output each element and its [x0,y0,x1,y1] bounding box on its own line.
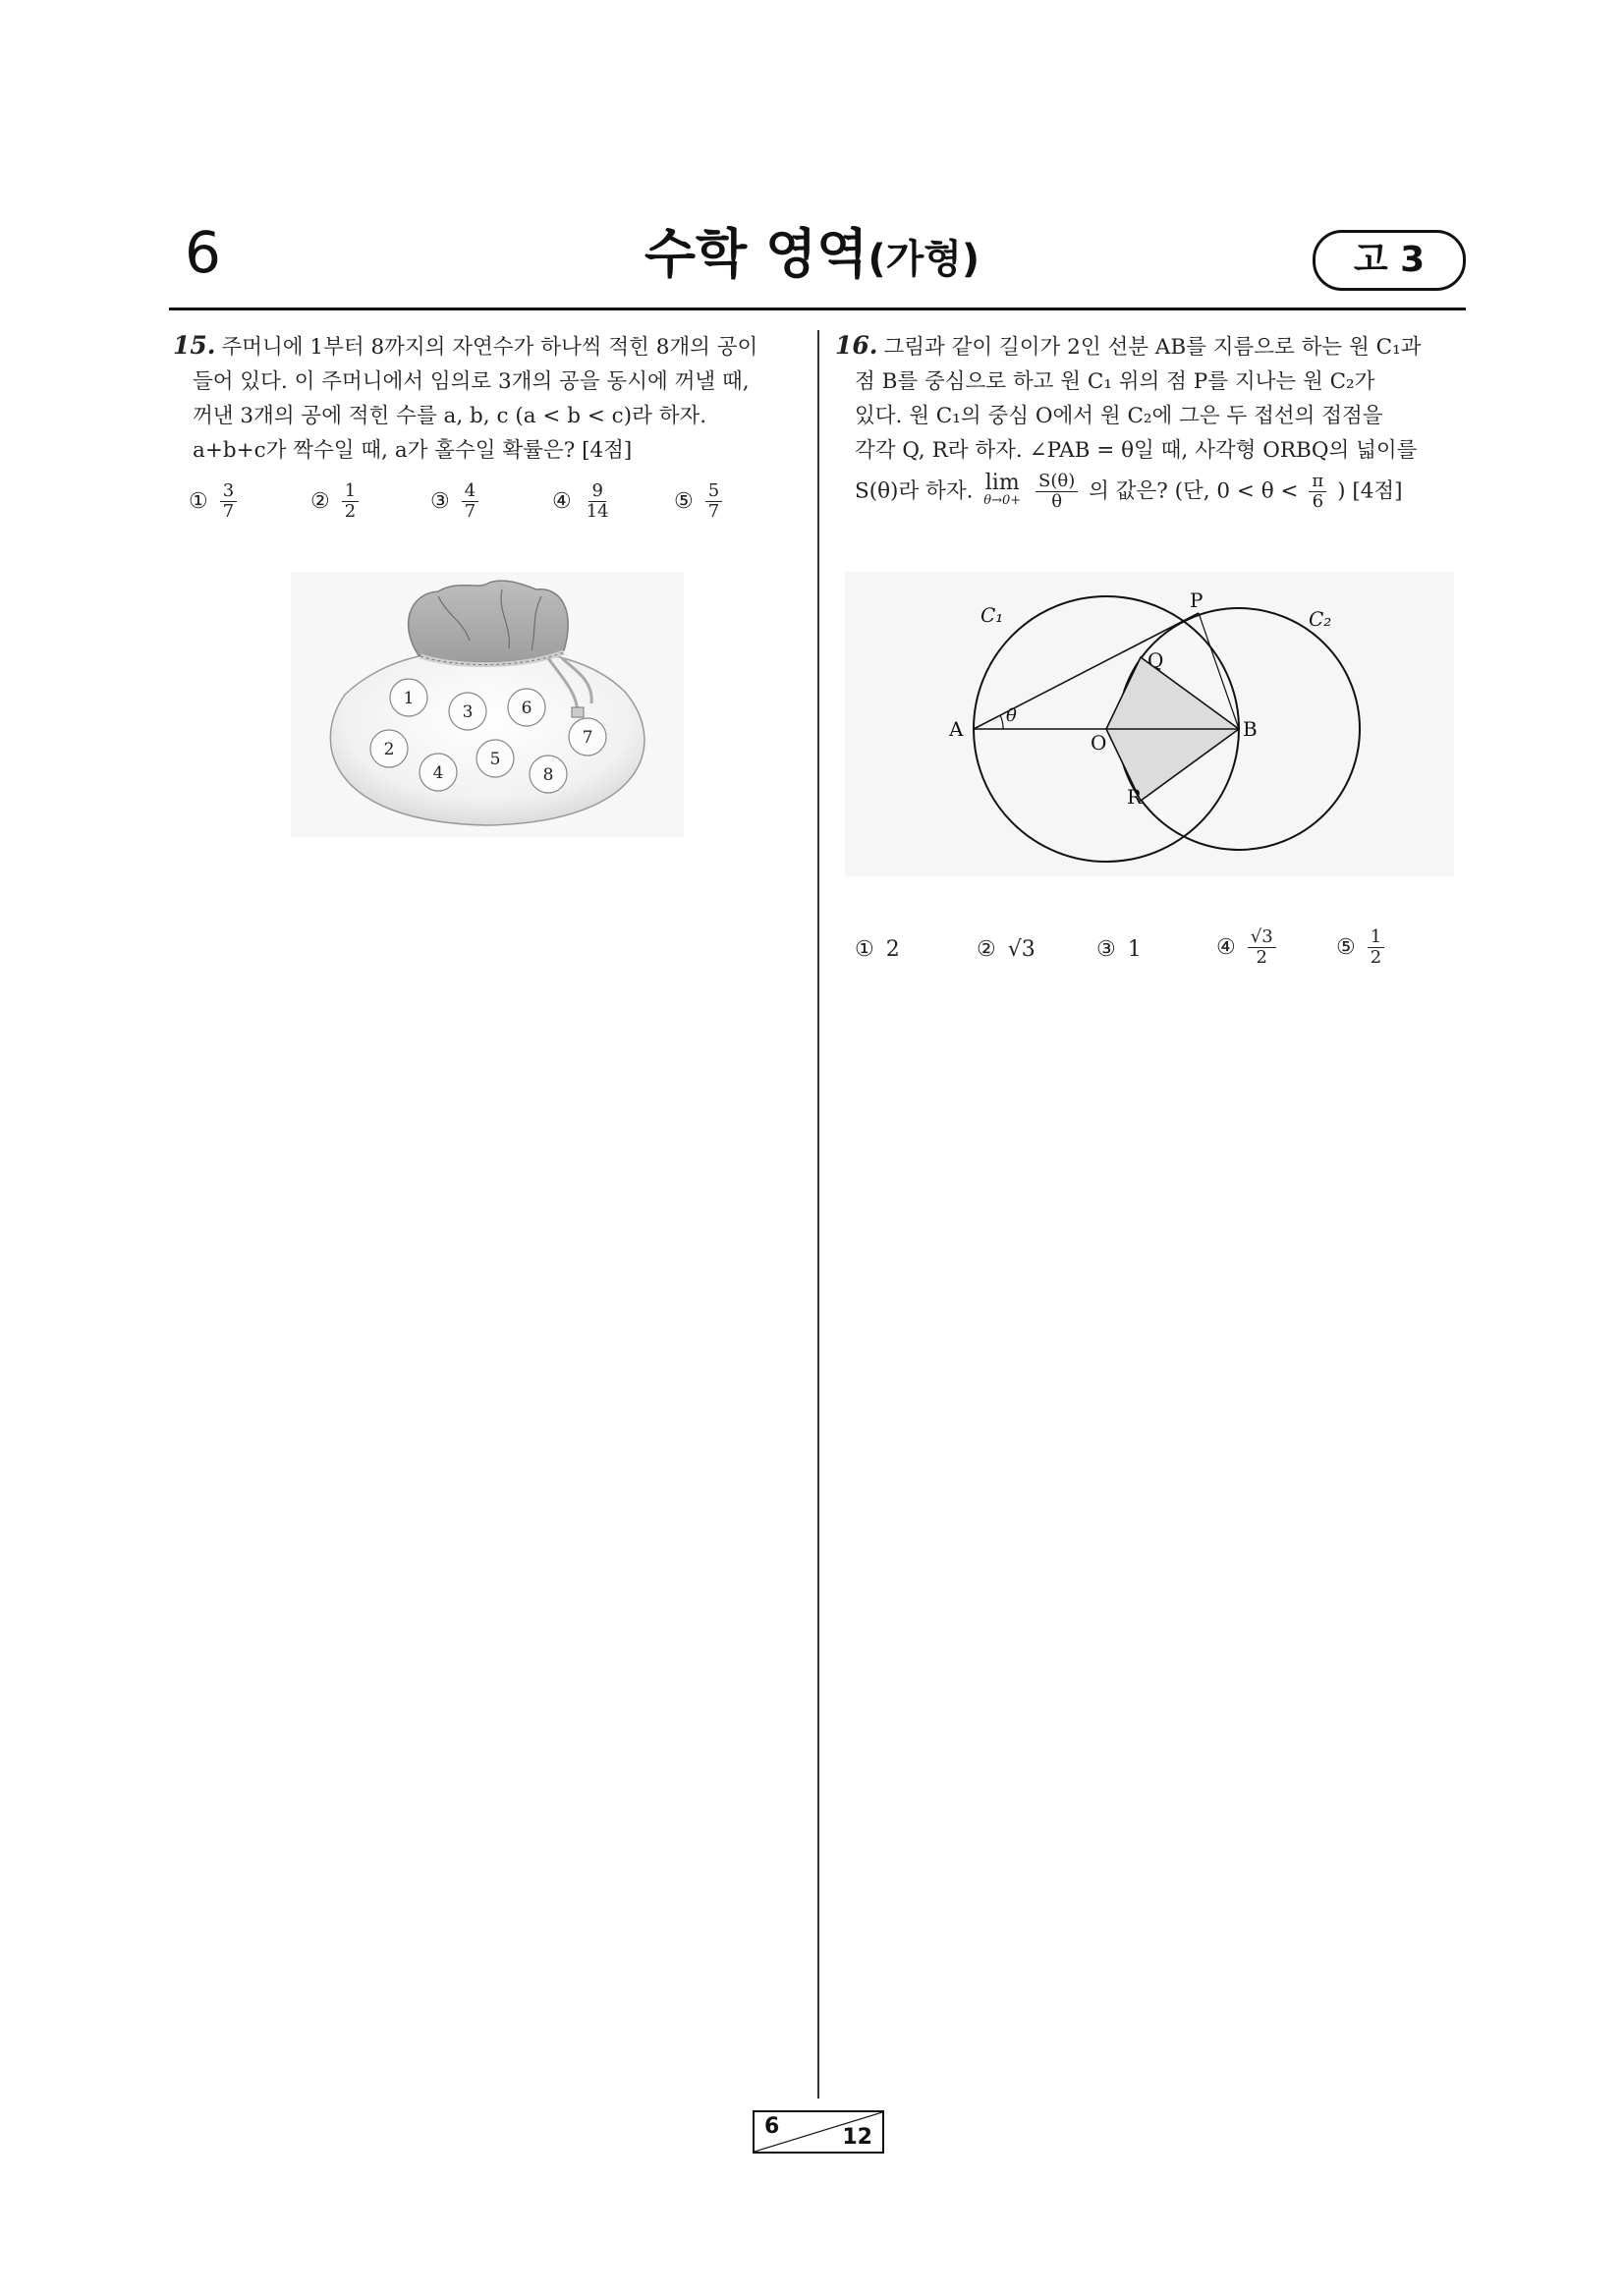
question-16-line-3: 있다. 원 C₁의 중심 O에서 원 C₂에 그은 두 접선의 접점을 [855,404,1383,428]
label-o: O [1091,731,1107,755]
svg-text:7: 7 [582,728,593,748]
header-rule [169,308,1466,310]
q16-choice-5[interactable] [1336,927,1384,968]
choice-value: 1 [1127,937,1142,962]
label-theta: θ [1006,705,1017,726]
question-16-line-1: 그림과 같이 길이가 2인 선분 AB를 지름으로 하는 원 C₁과 [883,335,1422,360]
limit-operator: lim θ→0+ [983,470,1022,508]
pouch-illustration [291,572,684,837]
question-15-line-4: a+b+c가 짝수일 때, a가 홀수일 확률은? [4점] [193,438,633,463]
svg-text:2: 2 [383,740,395,759]
choice-mark: ① [189,489,208,514]
ball-8 [530,756,567,793]
title-subtitle: (가형) [868,237,980,282]
line-prefix: S(θ)라 하자. [855,478,974,504]
label-r: R [1127,785,1143,809]
choice-fraction: $\frac{5}{7}$ [705,481,722,522]
svg-text:8: 8 [542,765,554,785]
total-pages: 12 [842,2125,872,2150]
ball-6 [508,689,545,726]
ball-1 [390,679,427,716]
choice-fraction: $\frac{√3}{2}$ [1248,927,1276,968]
label-c1: C₁ [980,603,1004,627]
title-main: 수학 영역 [644,223,868,285]
choice-mark: ③ [430,489,450,514]
question-16-line-5 [835,472,1464,512]
choice-value: 2 [885,937,900,962]
choice-mark: ⑤ [674,489,694,514]
choice-fraction: $\frac{1}{2}$ [1368,927,1384,968]
label-a: A [949,717,964,741]
choice-mark: ① [855,937,874,962]
page-indicator [753,2110,884,2154]
choice-value: √3 [1007,937,1036,962]
ball-2 [370,730,408,767]
choice-fraction: $\frac{3}{7}$ [220,481,237,522]
column-divider [817,330,819,2099]
question-16-number: 16. [835,331,878,360]
svg-text:4: 4 [432,763,444,783]
ball-5 [476,740,514,777]
question-15-number: 15. [173,331,216,360]
question-16-line-4: 각각 Q, R라 하자. ∠PAB = θ일 때, 사각형 ORBQ의 넓이를 [855,438,1418,463]
label-q: Q [1148,648,1164,672]
label-b: B [1243,717,1258,741]
line-mid: 의 값은? (단, 0 < θ < [1089,478,1299,504]
choice-mark: ⑤ [1336,935,1356,960]
svg-text:3: 3 [462,702,474,722]
line-suffix: ) [4점] [1337,478,1403,504]
pouch-top [409,581,569,662]
question-15 [173,328,792,468]
current-page: 6 [764,2114,780,2139]
svg-text:6: 6 [521,699,532,718]
q16-choice-3[interactable] [1096,937,1142,962]
ball-7 [569,718,606,756]
q15-choice-3[interactable] [430,481,478,522]
choice-fraction: $\frac{4}{7}$ [462,481,478,522]
ball-3 [449,693,486,730]
choice-fraction: $\frac{1}{2}$ [342,481,359,522]
question-16 [835,328,1464,512]
question-15-line-2: 들어 있다. 이 주머니에서 임의로 3개의 공을 동시에 꺼낼 때, [193,369,750,394]
q15-choice-5[interactable] [674,481,722,522]
question-15-line-3: 꺼낸 3개의 공에 적힌 수를 a, b, c (a < b < c)라 하자. [193,404,707,428]
ball-4 [420,754,457,791]
choice-mark: ④ [1216,935,1236,960]
limit-fraction: $\frac{S(\theta)}{\theta}$ [1036,472,1078,512]
page-number: 6 [185,219,221,286]
q16-choice-4[interactable] [1216,927,1276,968]
geometry-diagram [845,572,1454,876]
grade-badge: 고 3 [1313,230,1466,291]
svg-text:5: 5 [489,750,501,769]
question-16-line-2: 점 B를 중심으로 하고 원 C₁ 위의 점 P를 지나는 원 C₂가 [855,369,1375,394]
choice-fraction: $\frac{9}{14}$ [586,480,609,522]
q15-choice-1[interactable] [189,481,237,522]
q16-choice-2[interactable] [977,937,1036,962]
question-15-line-1: 주머니에 1부터 8까지의 자연수가 하나씩 적힌 8개의 공이 [221,335,758,360]
label-c2: C₂ [1309,607,1332,631]
pi-fraction: $\frac{\pi}{6}$ [1309,472,1326,512]
q15-choice-2[interactable] [310,481,359,522]
label-p: P [1190,588,1204,612]
svg-text:1: 1 [403,689,415,708]
choice-mark: ③ [1096,937,1116,962]
q16-choice-1[interactable] [855,937,900,962]
choice-mark: ④ [552,489,572,514]
q15-choice-4[interactable] [552,481,612,522]
choice-mark: ② [310,489,330,514]
choice-mark: ② [977,937,996,962]
